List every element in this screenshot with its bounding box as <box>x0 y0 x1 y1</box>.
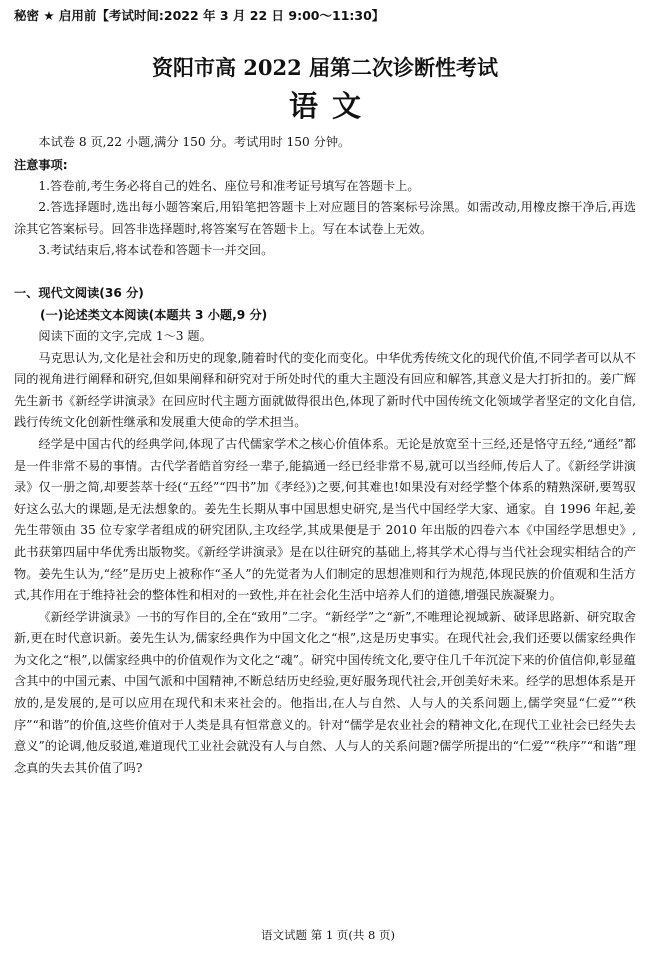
reading-instruction: 阅读下面的文字,完成 1～3 题。 <box>38 328 212 343</box>
passage-paragraph: 《新经学讲演录》一书的写作目的,全在“致用”二字。“新经学”之“新”,不唯理论视域新、破译思路新、研究取舍新,更在时代意识新。姜先生认为,儒家经典作为中国文化之“根”,这是历史事实。在现代社会,我们还要以儒家经典作为文化之“根”,以儒家经典中的价值观作为文化之“魂”。研究中国传统文化,要守住几千年沉淀下来的价值信仰,彰显蕴含其中的中国元素、中国气派和中国精神,不断总结历史经验,更好服务现代社会,开创美好未来。经学的思想体系是开放的,是发展的,是可以应用在现代和未来社会的。他指出,在人与自然、人与人的关系问题上,儒学突显“仁爱”“秩序”“和谐”的价值,这些价值对于人类是具有恒常意义的。针对“儒学是农业社会的精神文化,在现代工业社会已经失去意义”的论调,他反驳道,难道现代工业社会就没有人与自然、人与人的关系问题?儒学所提出的“仁爱”“秩序”“和谐”理念真的失去其价值了吗? <box>14 609 636 775</box>
notice-heading: 注意事项: <box>14 157 68 172</box>
section-heading: 一、现代文阅读(36 分) <box>14 285 144 300</box>
passage-paragraph: 马克思认为,文化是社会和历史的现象,随着时代的变化而变化。中华优秀传统文化的现代价值,不同学者可以从不同的视角进行阐释和研究,但如果阐释和研究对于所处时代的重大主题没有回应和解答,其意义是大打折扣的。姜广辉先生新书《新经学讲演录》在回应时代主题方面就做得很出色,体现了新时代中国传统文化领域学者坚定的文化自信,践行传统文化创新性继承和发展重大使命的学术担当。 <box>14 350 636 430</box>
passage-paragraph: 经学是中国古代的经典学问,体现了古代儒家学术之核心价值体系。无论是放宽至十三经,还是恪守五经,“通经”都是一件非常不易的事情。古代学者皓首穷经一辈子,能搞通一经已经非常不易,就可以当经师,传后人了。《新经学讲演录》仅一册之简,却要荟萃十经(“五经”“四书”加《孝经》)之要,何其难也!如果没有对经学整个体系的精熟深研,要驾驭好这么弘大的课题,是无法想象的。姜先生长期从事中国思想史研究,是当代中国经学大家、通家。自 1996 年起,姜先生带领由 35 位专家学者组成的研究团队,主攻经学,其成果便是于 2010 年出版的四卷六本《中国经学思想史》,此书获第四届中华优秀出版物奖。《新经学讲演录》是在以往研究的基础上,将其学术心得与当代社会现实相结合的产物。姜先生认为,“经”是历史上被称作“圣人”的先觉者为人们制定的思想准则和行为规范,体现民族的价值观和生活方式,其作用在于维持社会的整体性和相对的一致性,并在社会化生活中培养人们的道德,增强民族凝聚力。 <box>14 436 636 603</box>
subject-title: 语文 <box>288 89 375 123</box>
confidential-header: 秘密 ★ 启用前【考试时间:2022 年 3 月 22 日 9:00～11:30】 <box>14 8 385 23</box>
subsection-heading: (一)论述类文本阅读(本题共 3 小题,9 分) <box>40 307 268 322</box>
notice-item: 3.考试结束后,将本试卷和答题卡一并交回。 <box>38 243 274 258</box>
notice-item: 1.答卷前,考生务必将自己的姓名、座位号和准考证号填写在答题卡上。 <box>38 178 420 193</box>
page-footer: 语文试题 第 1 页(共 8 页) <box>261 928 395 942</box>
exam-title: 资阳市高 2022 届第二次诊断性考试 <box>151 55 499 80</box>
exam-intro: 本试卷 8 页,22 小题,满分 150 分。考试用时 150 分钟。 <box>38 135 351 149</box>
notice-item: 2.答选择题时,选出每小题答案后,用铅笔把答题卡上对应题目的答案标号涂黑。如需改动,用橡皮擦干净后,再选涂其它答案标号。回答非选择题时,将答案写在答题卡上。写在本试卷上无效。 <box>14 200 636 236</box>
